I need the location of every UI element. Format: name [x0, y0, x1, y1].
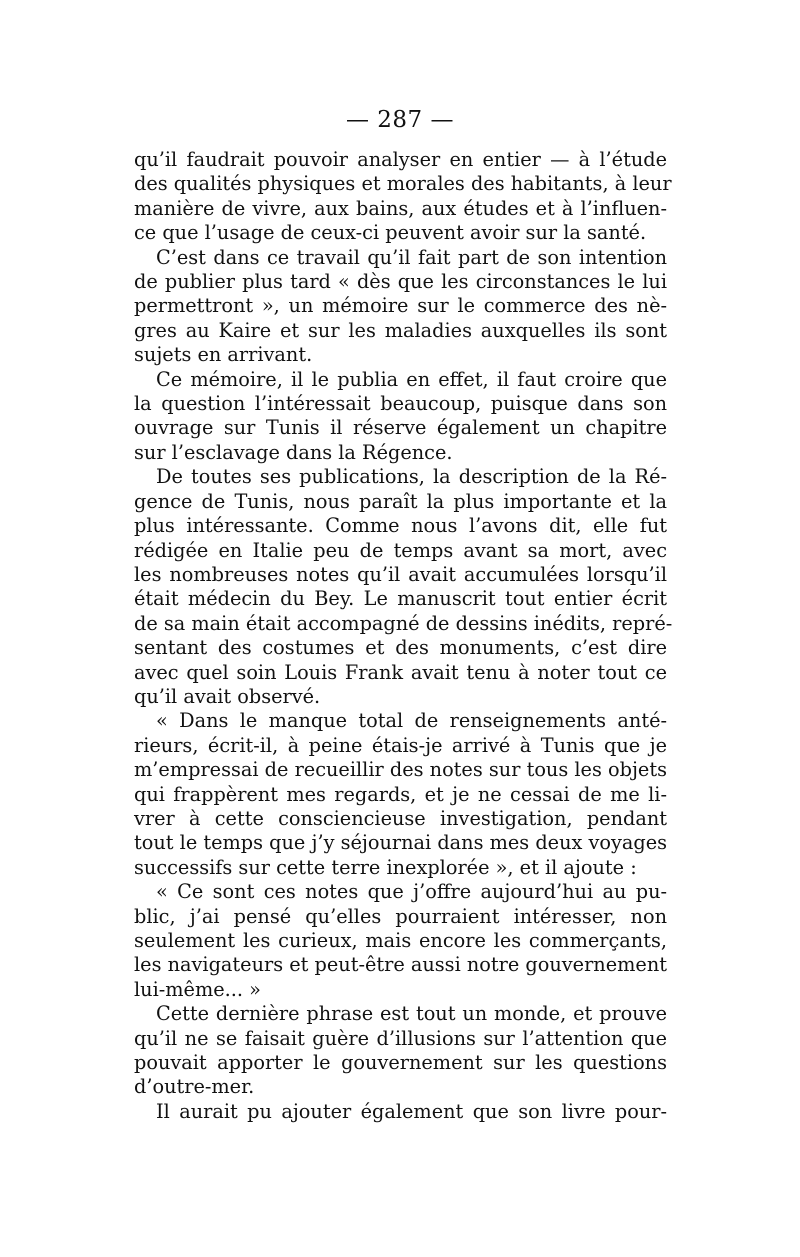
text-line: de sa main était accompagné de dessins inédits, repré- — [134, 611, 673, 635]
text-line: qui frappèrent mes regards, et je ne cessai de me li- — [134, 782, 667, 806]
paragraph-start-line: Cette dernière phrase est tout un monde, et prouve — [156, 1002, 667, 1026]
text-line: tout le temps que j’y séjournai dans mes deux voyages — [134, 831, 668, 855]
paragraph-start-line: De toutes ses publications, la description de la Ré- — [156, 465, 667, 489]
text-line: qu’il ne se faisait guère d’illusions sur l’attention que — [134, 1026, 667, 1050]
text-line: pouvait apporter le gouvernement sur les questions — [134, 1051, 667, 1075]
text-line: gence de Tunis, nous paraît la plus importante et la — [134, 489, 667, 513]
text-line: les navigateurs et peut-être aussi notre gouvernement — [134, 953, 667, 977]
paragraph-start-line: Ce mémoire, il le publia en effet, il faut croire que — [156, 367, 667, 391]
text-line: m’empressai de recueillir des notes sur tous les objets — [134, 758, 667, 782]
text-line: seulement les curieux, mais encore les commerçants, — [134, 929, 667, 952]
paragraph-start-line: Il aurait pu ajouter également que son livre pour- — [156, 1099, 667, 1123]
text-line: permettront », un mémoire sur le commerce des nè- — [134, 294, 667, 318]
text-line: de publier plus tard « dès que les circonstances le lui — [134, 270, 667, 294]
text-line: successifs sur cette terre inexplorée », et il ajoute : — [134, 855, 637, 879]
text-line: ce que l’usage de ceux-ci peuvent avoir sur la santé. — [134, 221, 647, 245]
text-line: qu’il faudrait pouvoir analyser en entier — à l’étude — [134, 148, 667, 171]
text-line: sentant des costumes et des monuments, c’est dire — [134, 636, 667, 660]
text-line: plus intéressante. Comme nous l’avons dit, elle fut — [134, 514, 667, 538]
text-line: gres au Kaire et sur les maladies auxquelles ils sont — [134, 318, 667, 342]
paragraph-start-line: « Ce sont ces notes que j’offre aujourd’hui au pu- — [156, 880, 667, 904]
text-line: lui-même... » — [134, 977, 261, 1001]
text-line: la question l’intéressait beaucoup, puisque dans son — [134, 392, 667, 416]
text-line: vrer à cette consciencieuse investigation, pendant — [134, 806, 667, 830]
paragraph-start-line: C’est dans ce travail qu’il fait part de son intention — [156, 245, 667, 269]
text-line: des qualités physiques et morales des habitants, à leur — [134, 172, 672, 196]
text-line: sujets en arrivant. — [134, 343, 313, 367]
text-line: les nombreuses notes qu’il avait accumulées lorsqu’il — [134, 562, 667, 586]
body-text — [134, 148, 673, 1124]
text-line: qu’il avait observé. — [134, 684, 321, 708]
page-number: — 287 — — [345, 107, 455, 133]
text-line: était médecin du Bey. Le manuscrit tout entier écrit — [134, 587, 667, 611]
text-line: ouvrage sur Tunis il réserve également un chapitre — [134, 416, 667, 440]
text-line: avec quel soin Louis Frank avait tenu à noter tout ce — [134, 660, 667, 684]
text-line: sur l’esclavage dans la Régence. — [134, 440, 453, 464]
text-line: blic, j’ai pensé qu’elles pourraient intéresser, non — [134, 904, 667, 928]
paragraph-start-line: « Dans le manque total de renseignements anté- — [156, 709, 667, 733]
text-line: d’outre-mer. — [134, 1075, 255, 1099]
text-line: manière de vivre, aux bains, aux études et à l’influen- — [134, 196, 667, 220]
text-line: rieurs, écrit-il, à peine étais-je arrivé à Tunis que je — [134, 733, 667, 757]
text-line: rédigée en Italie peu de temps avant sa mort, avec — [134, 538, 667, 562]
